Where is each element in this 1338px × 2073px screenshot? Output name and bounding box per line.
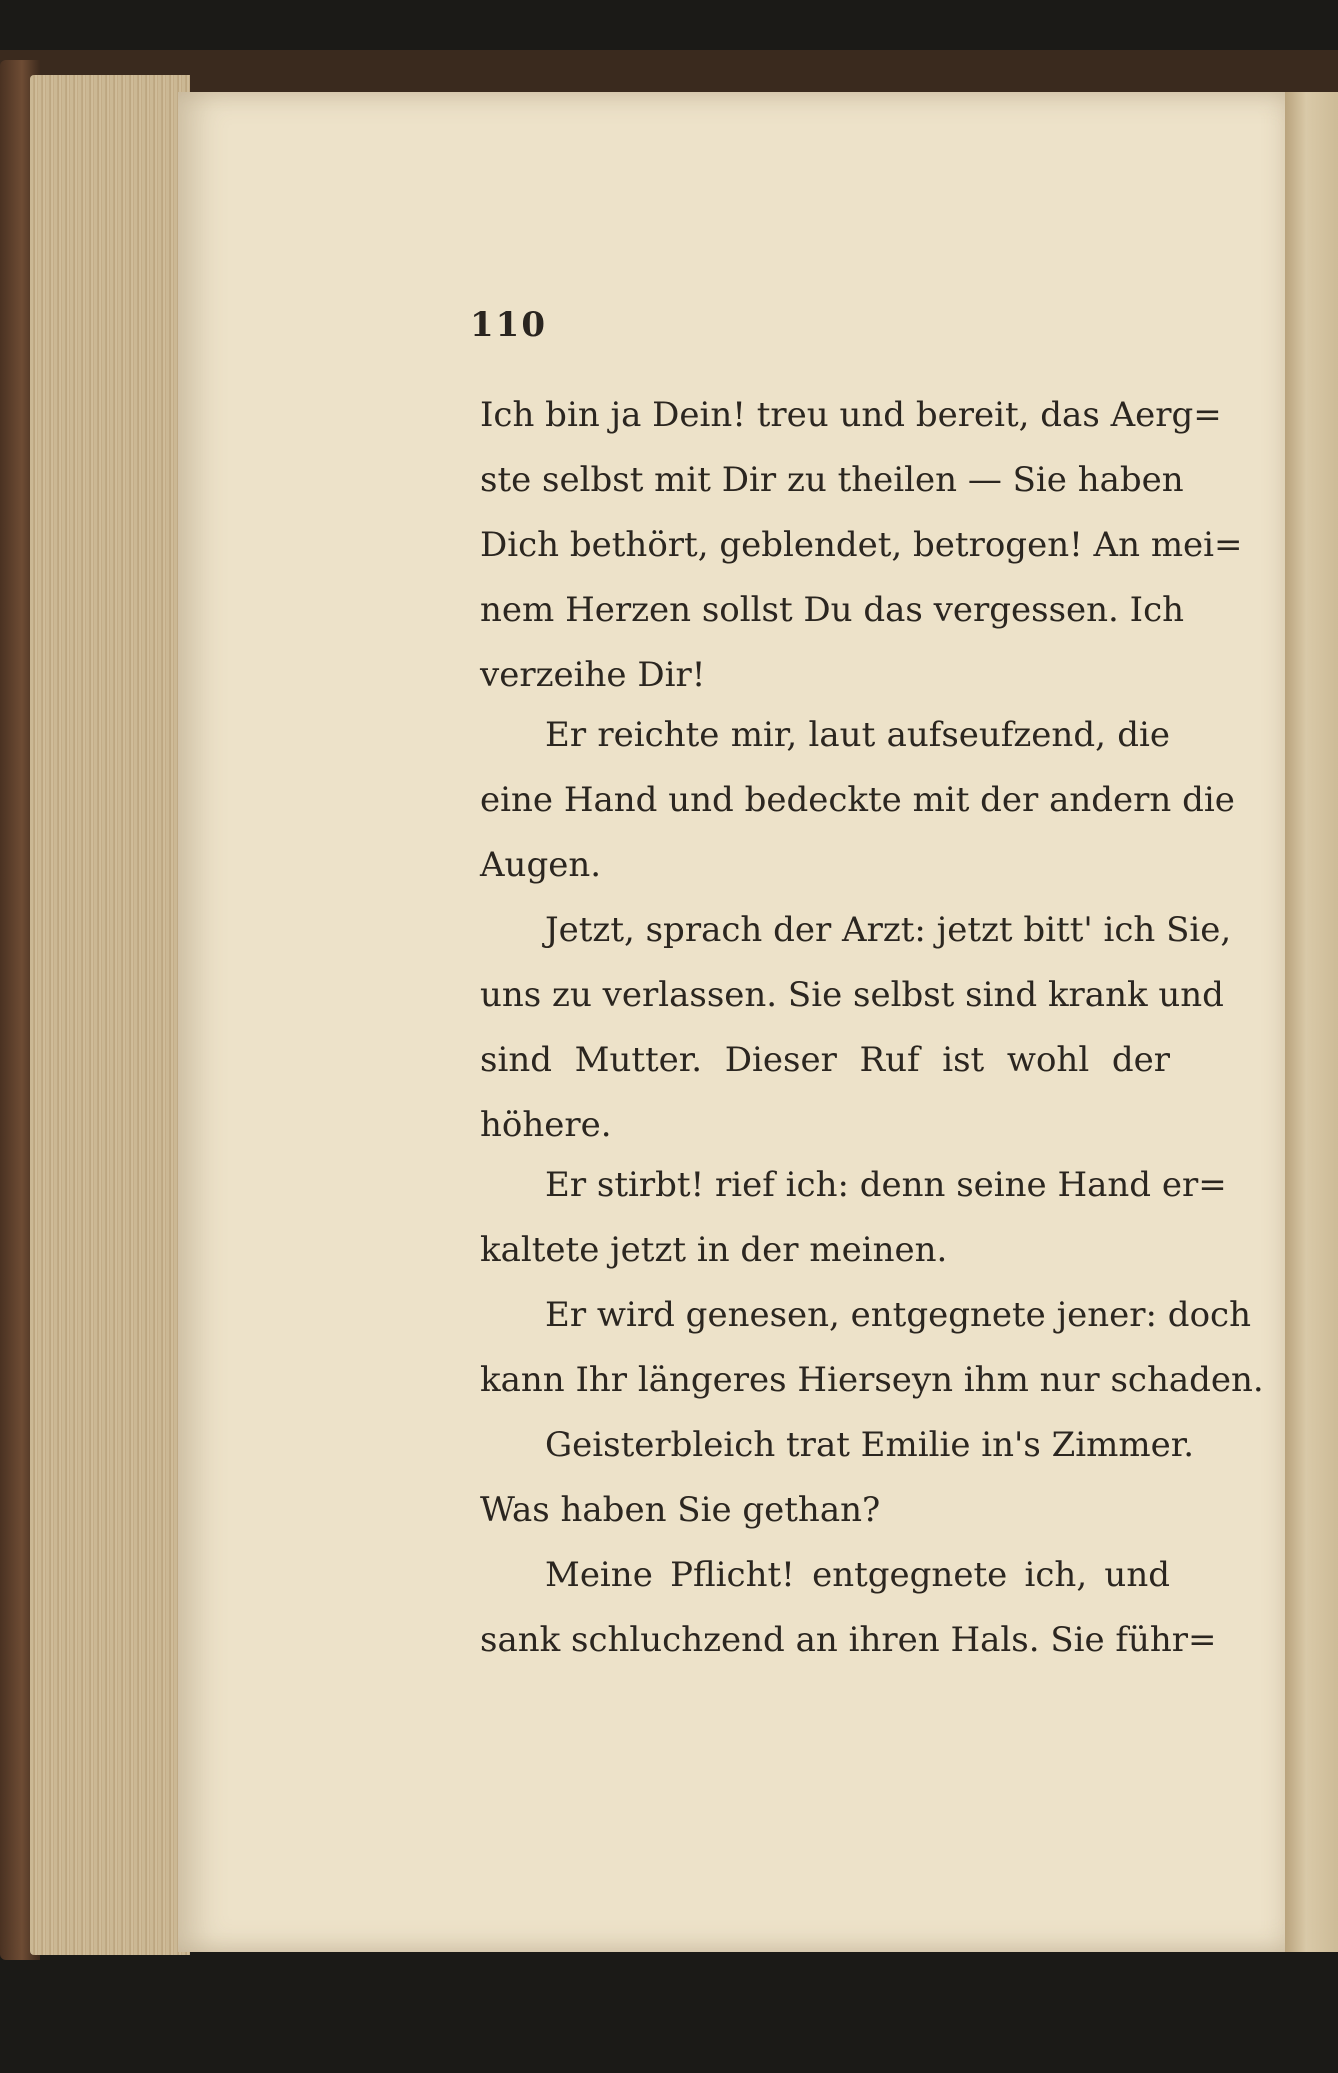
text-line: Er reichte mir, laut aufseufzend, die xyxy=(545,715,1170,755)
text-line: Geisterbleich trat Emilie in's Zimmer. xyxy=(545,1425,1195,1465)
text-line: nem Herzen sollst Du das vergessen. Ich xyxy=(480,590,1185,630)
text-line: uns zu verlassen. Sie selbst sind krank und xyxy=(480,975,1224,1015)
text-line: kaltete jetzt in der meinen. xyxy=(480,1230,948,1270)
text-line: kann Ihr längeres Hierseyn ihm nur schaden. xyxy=(480,1360,1264,1400)
text-line: Er wird genesen, entgegnete jener: doch xyxy=(545,1295,1251,1335)
text-line: Augen. xyxy=(480,845,602,885)
text-line: Ich bin ja Dein! treu und bereit, das Aerg= xyxy=(480,395,1222,435)
text-line: Er stirbt! rief ich: denn seine Hand er= xyxy=(545,1165,1227,1205)
text-line: sind Mutter. Dieser Ruf ist wohl der xyxy=(480,1040,1170,1080)
text-line: Was haben Sie gethan? xyxy=(480,1490,881,1530)
text-line: höhere. xyxy=(480,1105,612,1145)
text-line: sank schluchzend an ihren Hals. Sie führ= xyxy=(480,1620,1217,1660)
facing-page-edge xyxy=(1285,92,1338,1952)
text-line: verzeihe Dir! xyxy=(480,655,706,695)
text-line: Jetzt, sprach der Arzt: jetzt bitt' ich Sie, xyxy=(545,910,1232,950)
page-number: 110 xyxy=(470,305,547,345)
text-line: eine Hand und bedeckte mit der andern die xyxy=(480,780,1235,820)
page-edges xyxy=(30,75,190,1955)
text-line: Dich bethört, geblendet, betrogen! An mei= xyxy=(480,525,1243,565)
text-line: Meine Pflicht! entgegnete ich, und xyxy=(545,1555,1170,1595)
book-page xyxy=(178,92,1290,1952)
text-line: ste selbst mit Dir zu theilen — Sie haben xyxy=(480,460,1184,500)
